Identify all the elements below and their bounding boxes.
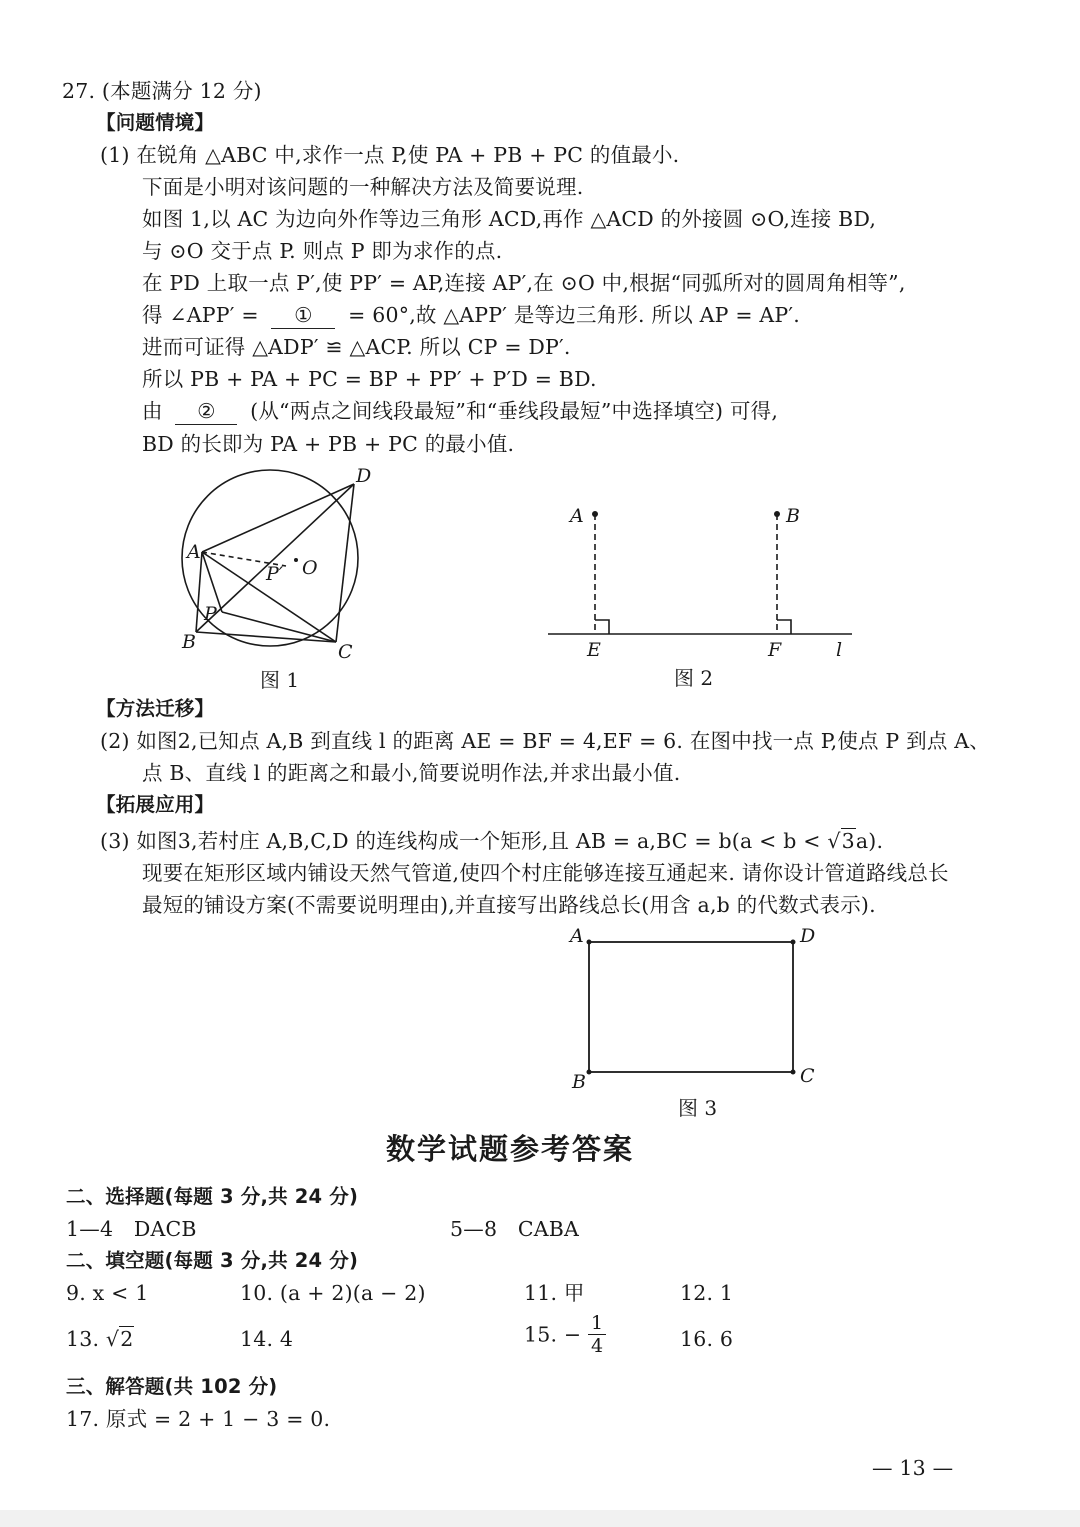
label-p-prime: P′ <box>266 563 284 585</box>
problem-line <box>142 302 800 329</box>
line-text: (从“两点之间线段最短”和“垂线段最短”中选择填空) 可得, <box>250 399 779 423</box>
right-angle-e <box>595 620 609 634</box>
answer-14: 14. 4 <box>240 1327 294 1351</box>
problem-line: 进而可证得 △ADP′ ≌ △ACP. 所以 CP = DP′. <box>142 335 571 359</box>
answer-9: 9. x < 1 <box>66 1281 149 1305</box>
figure-3-caption: 图 3 <box>678 1096 718 1120</box>
center-dot <box>294 558 298 562</box>
label-b: B <box>786 505 800 527</box>
label-p: P <box>204 603 217 625</box>
label-c: C <box>338 641 353 662</box>
segment-bd <box>196 484 354 632</box>
point-a <box>592 511 598 517</box>
section-heading-context: 【问题情境】 <box>96 111 215 134</box>
problem-line: 最短的铺设方案(不需要说明理由),并直接写出路线总长(用含 a,b 的代数式表示). <box>142 893 876 917</box>
line-text: a). <box>855 829 884 853</box>
problem-line: 下面是小明对该问题的一种解决方法及简要说理. <box>142 175 584 199</box>
answers-section-fill: 二、填空题(每题 3 分,共 24 分) <box>66 1249 359 1272</box>
segment-ab <box>196 552 202 632</box>
figure-2-caption: 图 2 <box>674 666 714 690</box>
sqrt-radicand: 3 <box>841 829 855 853</box>
fraction-denominator: 4 <box>591 1335 604 1357</box>
label-e: E <box>587 639 601 661</box>
label-f: F <box>768 639 782 661</box>
point-b <box>774 511 780 517</box>
answer-choice-5-8: 5—8 CABA <box>450 1217 580 1241</box>
answer-choice-1-4: 1—4 DACB <box>66 1217 197 1241</box>
answers-section-solve: 三、解答题(共 102 分) <box>66 1375 278 1398</box>
rectangle-abcd <box>589 942 793 1072</box>
fraction-numerator: 1 <box>588 1312 606 1335</box>
answer-text: 15. − <box>524 1322 582 1347</box>
answer-17: 17. 原式 = 2 + 1 − 3 = 0. <box>66 1407 331 1431</box>
label-d: D <box>800 925 816 947</box>
point-a <box>587 940 592 945</box>
sqrt-radicand: 2 <box>120 1327 134 1351</box>
scan-edge <box>0 1510 1080 1527</box>
problem-line <box>142 398 778 425</box>
label-a: A <box>187 541 201 563</box>
answer-13 <box>66 1326 134 1352</box>
label-l: l <box>836 639 843 661</box>
label-a: A <box>570 505 584 527</box>
answer-blank-2: ② <box>175 398 237 425</box>
problem-line <box>100 828 883 854</box>
problem-line: (1) 在锐角 △ABC 中,求作一点 P,使 PA + PB + PC 的值最小. <box>100 143 680 167</box>
answer-16: 16. 6 <box>680 1327 734 1351</box>
section-heading-transfer: 【方法迁移】 <box>96 697 215 720</box>
label-d: D <box>356 465 372 487</box>
segment-ad <box>202 484 354 552</box>
right-angle-f <box>777 620 791 634</box>
answer-12: 12. 1 <box>680 1281 734 1305</box>
point-b <box>587 1070 592 1075</box>
problem-line: 如图 1,以 AC 为边向外作等边三角形 ACD,再作 △ACD 的外接圆 ⊙O,连接 BD, <box>142 207 877 231</box>
answers-title: 数学试题参考答案 <box>386 1132 635 1166</box>
answer-text: 13. √ <box>66 1327 120 1351</box>
figure-1 <box>170 462 410 662</box>
point-d <box>791 940 796 945</box>
answer-15 <box>524 1312 606 1357</box>
label-c: C <box>800 1065 815 1087</box>
figure-3 <box>560 920 830 1092</box>
segment-dc <box>336 484 354 642</box>
problem-line: 所以 PB + PA + PC = BP + PP′ + P′D = BD. <box>142 367 597 391</box>
page-number: — 13 — <box>872 1456 954 1480</box>
fraction <box>588 1312 606 1357</box>
problem-line: (2) 如图2,已知点 A,B 到直线 l 的距离 AE = BF = 4,EF = 6. 在图中找一点 P,使点 P 到点 A、 <box>100 729 990 753</box>
sqrt-sign: √ <box>827 829 841 853</box>
line-text: (3) 如图3,若村庄 A,B,C,D 的连线构成一个矩形,且 AB = a,BC = b(a < b < <box>100 829 821 853</box>
problem-header: 27. (本题满分 12 分) <box>62 79 262 103</box>
point-c <box>791 1070 796 1075</box>
label-b: B <box>572 1071 586 1092</box>
problem-line: 现要在矩形区域内铺设天然气管道,使四个村庄能够连接互通起来. 请你设计管道路线总长 <box>142 861 949 885</box>
figure-1-caption: 图 1 <box>260 668 300 692</box>
answer-blank-1: ① <box>271 302 335 329</box>
problem-line: 点 B、直线 l 的距离之和最小,简要说明作法,并求出最小值. <box>142 761 681 785</box>
label-o: O <box>302 557 318 579</box>
line-text: = 60°,故 △APP′ 是等边三角形. 所以 AP = AP′. <box>348 303 800 327</box>
line-text: 由 <box>142 399 163 423</box>
line-text: 得 ∠APP′ = <box>142 303 259 327</box>
label-b: B <box>182 631 196 653</box>
answer-11: 11. 甲 <box>524 1281 585 1305</box>
answer-10: 10. (a + 2)(a − 2) <box>240 1281 426 1305</box>
section-heading-extension: 【拓展应用】 <box>96 793 215 816</box>
problem-line: 在 PD 上取一点 P′,使 PP′ = AP,连接 AP′,在 ⊙O 中,根据“同弧所对的圆周角相等”, <box>142 271 906 295</box>
figure-2 <box>540 500 860 665</box>
problem-line: 与 ⊙O 交于点 P. 则点 P 即为求作的点. <box>142 239 503 263</box>
answers-section-choice: 二、选择题(每题 3 分,共 24 分) <box>66 1185 359 1208</box>
label-a: A <box>570 925 584 947</box>
problem-line: BD 的长即为 PA + PB + PC 的最小值. <box>142 432 515 456</box>
